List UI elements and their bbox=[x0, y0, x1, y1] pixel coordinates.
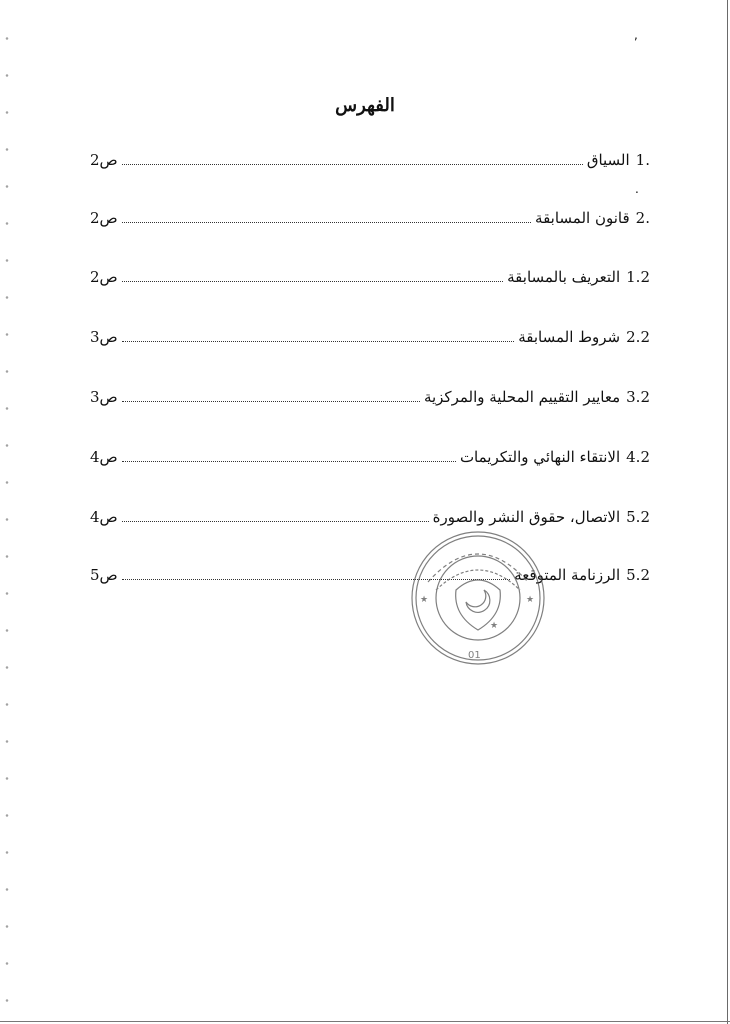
toc-entry-page: ص2 bbox=[90, 209, 118, 227]
toc-entry-number: 3.2 bbox=[626, 388, 650, 406]
toc-entry bbox=[90, 507, 650, 533]
toc-entry-label: الانتقاء النهائي والتكريمات bbox=[459, 448, 621, 466]
page-title: الفهرس bbox=[335, 95, 395, 116]
stamp-star-icon: ★ bbox=[420, 595, 429, 605]
toc-entry-label: الاتصال، حقوق النشر والصورة bbox=[432, 508, 621, 526]
toc-entry-label: قانون المسابقة bbox=[535, 209, 630, 227]
toc-entry-number: .1 bbox=[635, 151, 650, 169]
toc-entry bbox=[90, 150, 650, 176]
dot-leader bbox=[122, 267, 503, 282]
toc-entry bbox=[90, 565, 650, 591]
toc-entry-label: التعريف بالمسابقة bbox=[507, 268, 621, 286]
toc-entry-number: 5.2 bbox=[626, 508, 650, 526]
toc-entry-number: 1.2 bbox=[626, 268, 650, 286]
dot-leader bbox=[122, 208, 531, 223]
toc-entry-label: شروط المسابقة bbox=[518, 328, 621, 346]
toc-entry bbox=[90, 447, 650, 473]
stray-mark: . bbox=[635, 182, 639, 196]
toc-entry bbox=[90, 267, 650, 293]
toc-entry-number: .2 bbox=[635, 209, 650, 227]
toc-entry-page: ص3 bbox=[90, 328, 118, 346]
page-edge-bottom bbox=[0, 1021, 730, 1022]
dot-leader bbox=[122, 447, 456, 462]
stamp-number: 01 bbox=[468, 650, 481, 661]
toc-entry-page: ص2 bbox=[90, 151, 118, 169]
toc-entry bbox=[90, 327, 650, 353]
toc-entry-page: ص4 bbox=[90, 448, 118, 466]
toc-entry-number: 5.2 bbox=[626, 566, 650, 584]
toc-entry-label: السياق bbox=[586, 151, 630, 169]
toc-entry-number: 2.2 bbox=[626, 328, 650, 346]
toc-entry-page: ص2 bbox=[90, 268, 118, 286]
stray-mark: , bbox=[634, 28, 638, 42]
dot-leader bbox=[122, 327, 515, 342]
scan-artifacts bbox=[2, 20, 12, 1010]
dot-leader bbox=[122, 507, 429, 522]
dot-leader bbox=[122, 150, 583, 165]
page-edge bbox=[727, 0, 728, 1024]
toc-entry bbox=[90, 208, 650, 234]
toc-entry-page: ص3 bbox=[90, 388, 118, 406]
toc-entry-page: ص5 bbox=[90, 566, 118, 584]
stamp-star-icon: ★ bbox=[526, 595, 535, 605]
toc-entry-label: الرزنامة المتوقعة bbox=[514, 566, 621, 584]
official-stamp bbox=[408, 530, 548, 666]
stamp-star-icon: ★ bbox=[490, 621, 499, 631]
toc-entry-page: ص4 bbox=[90, 508, 118, 526]
toc-entry-number: 4.2 bbox=[626, 448, 650, 466]
toc-entry bbox=[90, 387, 650, 413]
dot-leader bbox=[122, 387, 420, 402]
toc-entry-label: معايير التقييم المحلية والمركزية bbox=[423, 388, 621, 406]
